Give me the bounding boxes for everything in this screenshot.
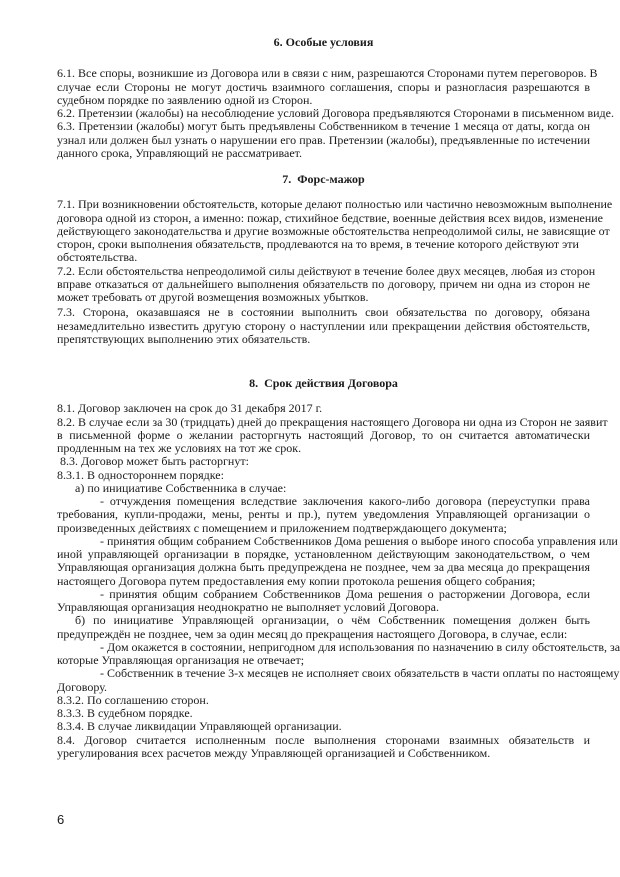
paragraph — [57, 455, 590, 468]
paragraph — [57, 666, 620, 694]
text-line: в письменной форме о желании расторгнуть настоящий Договор, то он считается автоматически — [57, 427, 590, 442]
paragraph — [57, 414, 608, 456]
paragraph — [57, 306, 590, 346]
paragraph — [57, 588, 590, 615]
text-line: может требовать от другой возмещения возможных убытков. — [57, 290, 369, 305]
text-line: 8.3.4. В случае ликвидации Управляющей организации. — [57, 719, 342, 734]
text-line: препятствующих выполнению этих обязательств. — [57, 331, 311, 346]
paragraph — [57, 533, 618, 588]
text-line: произведенных действиях с помещением и приложением подтверждающего документа; — [57, 520, 507, 535]
text-line: 8.3.1. В одностороннем порядке: — [57, 467, 224, 482]
text-line: Договору. — [57, 679, 108, 694]
text-line: 8.4. Договор считается исполненным после выполнения сторонами взаимных обязательств и — [57, 732, 590, 747]
text-line: - Дом окажется в состоянии, непригодном для использования по назначению в силу обстоятельств, за — [100, 639, 620, 654]
text-line: урегулирования всех расчетов между Управляющей организацией и Собственником. — [57, 745, 491, 760]
text-line: б) по инициативе Управляющей организации, о чём Собственник помещения должен быть — [75, 613, 590, 628]
text-line: - Собственник в течение 3-х месяцев не исполняет своих обязательств в части оплаты по настоящему — [100, 666, 620, 681]
text-line: 6.2. Претензии (жалобы) на несоблюдение условий Договора предъявляются Сторонами в письменном виде. — [57, 106, 614, 121]
paragraph — [57, 469, 590, 482]
text-line: 8.2. В случае если за 30 (тридцать) дней до прекращения настоящего Договора ни одна из Сторон не заявит — [57, 414, 608, 429]
text-line: - отчуждения помещения вследствие заключения какого-либо договора (переуступки права — [100, 494, 590, 509]
section — [57, 172, 613, 346]
text-line: 8.3.2. По соглашению сторон. — [57, 692, 209, 707]
text-line: 8.3.3. В судебном порядке. — [57, 706, 193, 721]
text-line: которые Управляющая организация не отвечает; — [57, 653, 305, 668]
text-line: а) по инициативе Собственника в случае: — [75, 480, 287, 495]
text-line: узнал или должен был узнать о нарушении его прав. Претензии (жалобы), предъявленные по истечении — [57, 132, 590, 147]
text-line: действующего законодательства и другие возможные обстоятельства непреодолимой силы, не зависящие от — [57, 223, 610, 238]
section-heading: 7. Форс-мажор — [282, 172, 365, 186]
text-line: - принятия общим собранием Собственников Дома решения о расторжении Договора, если — [100, 586, 590, 601]
section — [57, 376, 620, 760]
text-line: 7.2. Если обстоятельства непреодолимой силы действуют в течение более двух месяцев, любая из сторон — [57, 263, 596, 278]
text-line: договора одной из сторон, а именно: пожар, стихийное бедствие, военные действия всех видов, изменение — [57, 210, 604, 225]
paragraph — [57, 720, 590, 733]
paragraph — [57, 639, 620, 668]
section-heading: 8. Срок действия Договора — [249, 376, 398, 390]
paragraph — [57, 106, 614, 121]
text-line: требования, купли-продажи, мены, ренты и пр.), путем уведомления Управляющей организации о — [57, 507, 590, 522]
page-number: 6 — [57, 812, 65, 827]
text-line: продленным на тех же условиях на тот же срок. — [57, 441, 302, 456]
paragraph — [57, 197, 613, 265]
text-line: 7.3. Сторона, оказавшаяся не в состоянии выполнить свои обязательства по договору, обязана — [57, 305, 590, 320]
paragraph — [57, 120, 590, 160]
text-line: настоящего Договора путем предоставления ему копии протокола решения общего собрания; — [57, 573, 536, 588]
text-line: 7.1. При возникновении обстоятельств, которые делают полностью или частично невозможным выполнение — [57, 197, 613, 212]
section — [57, 35, 614, 160]
text-line: - принятия общим собранием Собственников Дома решения о выборе иного способа управления или — [100, 533, 618, 548]
text-line: незамедлительно известить другую сторону о наступлении или прекращении действия обстоятельств, — [57, 318, 590, 333]
text-line: данного срока, Управляющий не рассматривает. — [57, 145, 303, 160]
text-line: вправе отказаться от дальнейшего выполнения обязательств по договору, причем ни одна из сторон не — [57, 276, 590, 291]
paragraph — [57, 402, 590, 415]
text-line: судебном порядке по заявлению одной из Сторон. — [57, 92, 313, 107]
paragraph — [57, 707, 590, 720]
paragraph — [57, 495, 590, 535]
paragraph — [57, 694, 590, 707]
text-line: Управляющая организация неоднократно не выполняет условий Договора. — [57, 600, 440, 615]
text-line: сторон, сроки выполнения обязательств, продлеваются на то время, в течение которого действуют эти — [57, 237, 579, 252]
section-heading: 6. Особые условия — [273, 35, 374, 49]
text-line: случае если Стороны не могут достичь взаимного соглашения, споры и разногласия разрешаются в — [57, 79, 590, 94]
paragraph — [57, 263, 596, 305]
text-line: 8.1. Договор заключен на срок до 31 декабря 2017 г. — [57, 401, 323, 416]
text-line: Управляющая организация должна быть предупреждена не позднее, чем за два месяца до прекращения — [57, 560, 590, 575]
text-line: иной управляющей организации в порядке, установленном действующим законодательством, о чем — [57, 547, 590, 562]
paragraph — [57, 66, 598, 107]
text-line: 8.3. Договор может быть расторгнут: — [60, 454, 249, 469]
text-line: обстоятельства. — [57, 250, 138, 265]
paragraph — [57, 482, 590, 495]
text-line: предупреждён не позднее, чем за один месяц до прекращения настоящего Договора, в случае, если: — [57, 626, 568, 641]
text-line: 6.1. Все споры, возникшие из Договора или в связи с ним, разрешаются Сторонами путем переговоров. В — [57, 66, 598, 81]
text-line: 6.3. Претензии (жалобы) могут быть предъявлены Собственником в течение 1 месяца от даты, когда он — [57, 119, 590, 134]
paragraph — [57, 734, 590, 761]
paragraph — [57, 614, 590, 641]
